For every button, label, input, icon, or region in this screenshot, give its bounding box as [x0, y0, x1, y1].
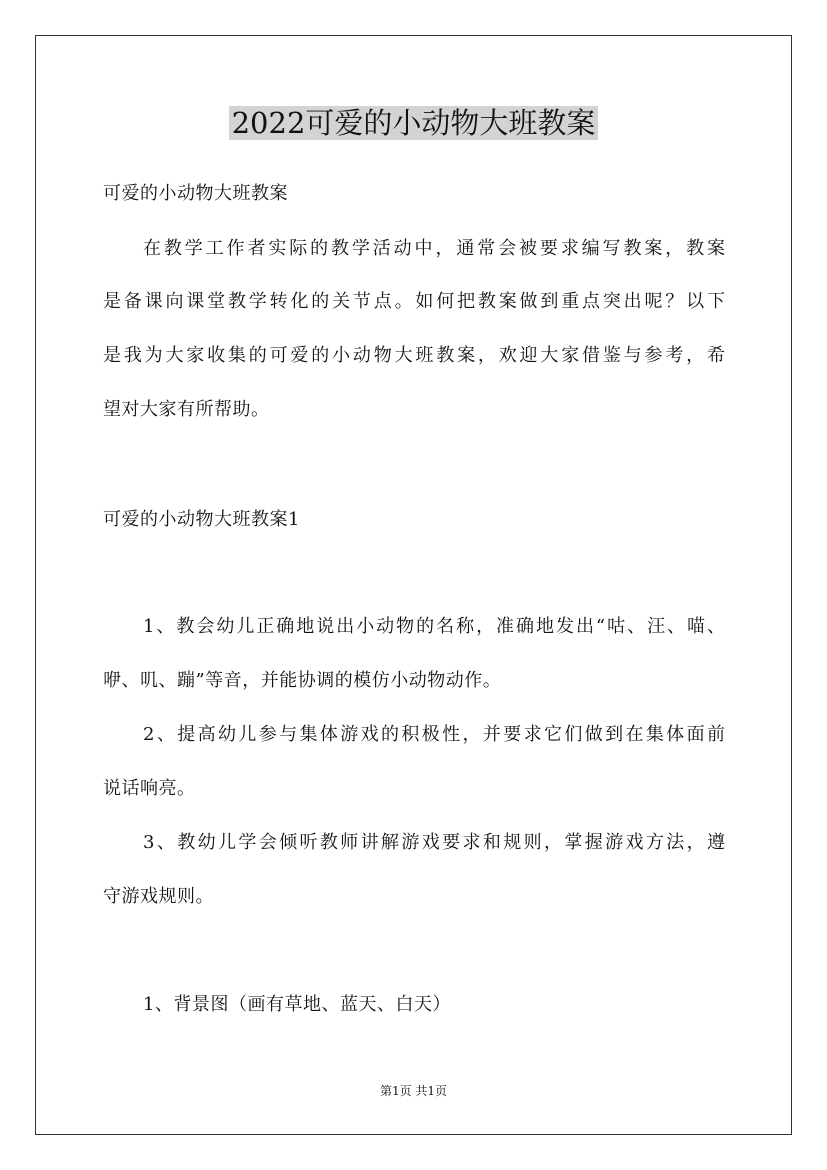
section-heading: 可爱的小动物大班教案1 — [103, 509, 300, 530]
goal-line-2: 咿、叽、蹦”等音，并能协调的模仿小动物动作。 — [103, 670, 502, 691]
document-title: 2022可爱的小动物大班教案 — [0, 103, 827, 143]
goal-line-6: 守游戏规则。 — [103, 886, 214, 907]
intro-line-1: 在教学工作者实际的教学活动中，通常会被要求编写教案，教案 — [143, 238, 725, 259]
intro-line-4: 望对大家有所帮助。 — [103, 399, 270, 420]
goal-line-4: 说话响亮。 — [103, 778, 196, 799]
goal-line-3: 2、提高幼儿参与集体游戏的积极性，并要求它们做到在集体面前 — [143, 724, 725, 745]
intro-line-2: 是备课向课堂教学转化的关节点。如何把教案做到重点突出呢？以下 — [103, 291, 725, 312]
goal-line-5: 3、教幼儿学会倾听教师讲解游戏要求和规则，掌握游戏方法，遵 — [143, 832, 725, 853]
material-line-1: 1、背景图（画有草地、蓝天、白天） — [143, 994, 451, 1015]
page-footer: 第1页 共1页 — [379, 1084, 448, 1098]
goal-line-1: 1、教会幼儿正确地说出小动物的名称，准确地发出“咕、汪、喵、 — [143, 616, 725, 637]
subtitle: 可爱的小动物大班教案 — [103, 183, 288, 204]
intro-line-3: 是我为大家收集的可爱的小动物大班教案，欢迎大家借鉴与参考，希 — [103, 345, 725, 366]
